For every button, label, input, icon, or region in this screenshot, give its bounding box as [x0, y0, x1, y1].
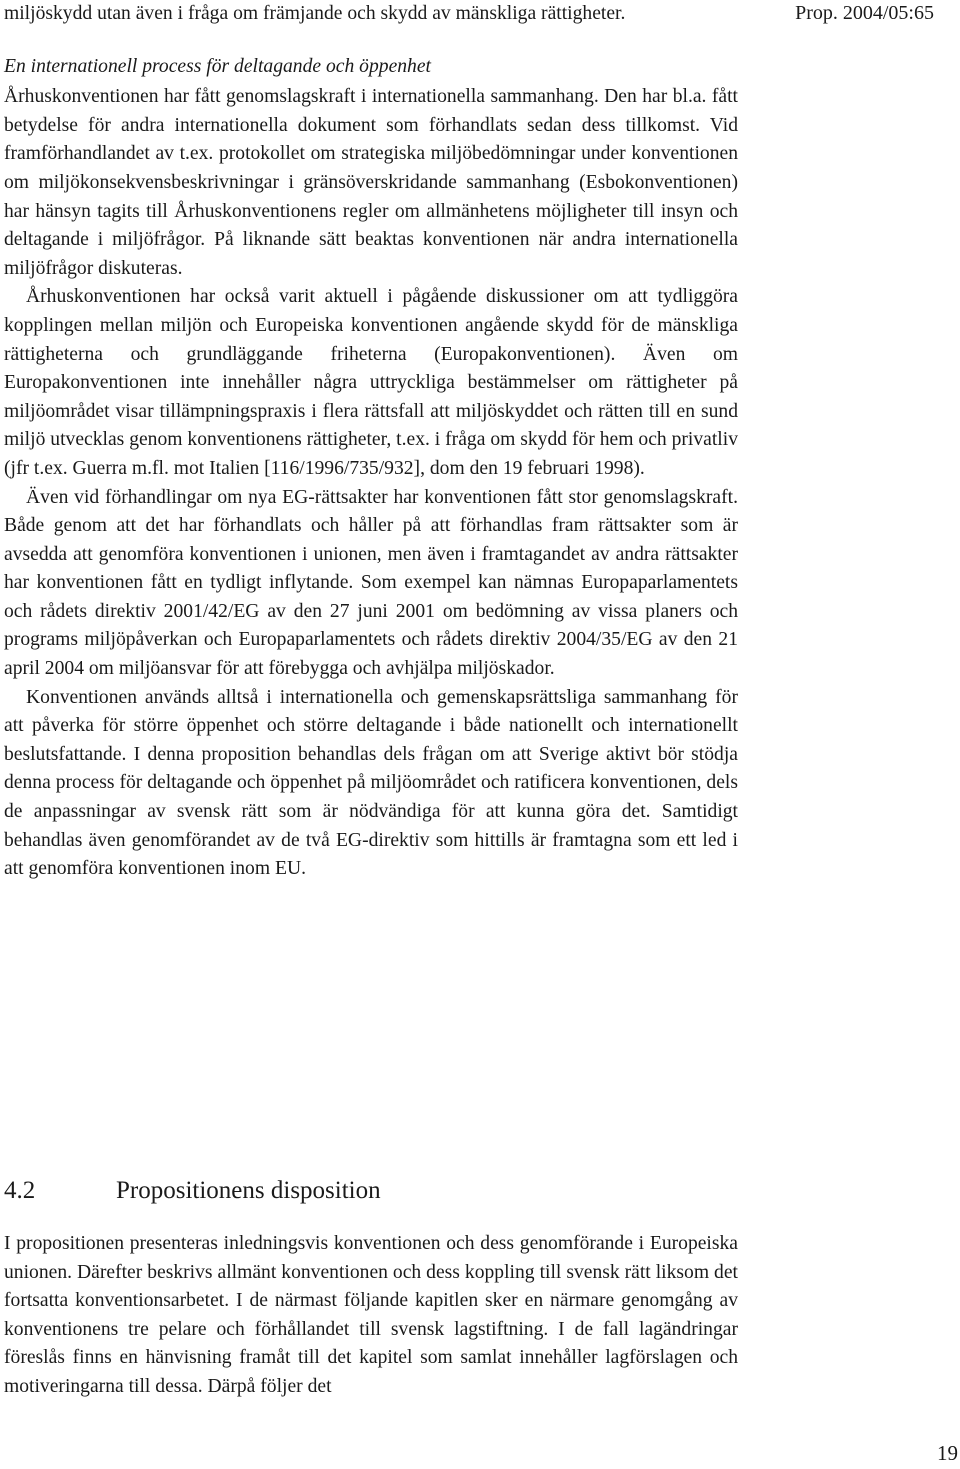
paragraph-4: Konventionen används alltså i internationella och gemenskapsrättsliga sammanhang för att påverka för större öppenhet och större deltagande i både nationellt och internationellt beslutsfattande. I denna proposition behandlas dels frågan om att Sverige aktivt bör stödja denna process för deltagande och öppenhet på miljöområdet och ratificera konventionen, dels de anpassningar av svensk rätt som är nödvändiga för att kunna göra det. Samtidigt behandlas även genomförandet av de två EG-direktiv som hittills är framtagna som ett led i att genomföra konventionen inom EU.	[4, 686, 738, 880]
paragraph-1: Århuskonventionen har fått genomslagskraft i internationella sammanhang. Den har bl.a. fått betydelse för andra internationella dokument som förhandlats sedan dess tillkomst. Vid framförhandlandet av t.ex. protokollet om strategiska miljöbedömningar under konventionen om miljökonsekvensbeskrivningar i gränsöverskridande sammanhang (Esbokonventionen) har hänsyn tagits till Århuskonventionens regler om allmänhetens möjligheter till insyn och deltagande i miljöfrågor. På liknande sätt beaktas konventionen när andra internationella miljöfrågor diskuteras.	[4, 86, 738, 279]
proposition-reference: Prop. 2004/05:65	[795, 2, 934, 24]
section-body-text: I propositionen presenteras inledningsvis konventionen och dess genomförande i Europeiska unionen. Därefter beskrivs allmänt konventionen och dess koppling till svensk rätt liksom det fortsatta konventionsarbetet. I de närmast följande kapitlen sker en närmare genomgång av konventionens tre pelare och förhållandet till svensk lagstiftning. I de fall lagändringar föreslås finns en hänvisning framåt till det kapitel som samlat innehåller lagförslagen och motiveringarna till dessa. Därpå följer det	[4, 1233, 738, 1397]
section-heading	[4, 1174, 738, 1208]
subheading: En internationell process för deltagande och öppenhet	[4, 55, 431, 77]
paragraph-3: Även vid förhandlingar om nya EG-rättsakter har konventionen fått stor genomslagskraft. Både genom att det har förhandlats och håller på att förhandlas fram rättsakter som är avsedda att genomföra konventionen i unionen, men även i framtagandet av andra rättsakter har konventionen fått en tydligt inflytande. Som exempel kan nämnas Europaparlamentets och rådets direktiv 2001/42/EG av den 27 juni 2001 om bedömning av vissa planers och programs miljöpåverkan och Europaparlamentets och rådets direktiv 2004/35/EG av den 21 april 2004 om miljöansvar för att förebygga och avhjälpa miljöskador.	[4, 486, 738, 680]
page-number: 19	[937, 1441, 958, 1465]
intro-continuation-paragraph: miljöskydd utan även i fråga om främjande och skydd av mänskliga rättigheter.	[4, 3, 626, 24]
paragraph-2: Århuskonventionen har också varit aktuell i pågående diskussioner om att tydliggöra kopplingen mellan miljön och Europeiska konventionen angående skydd för de mänskliga rättigheterna och grundläggande friheterna (Europakonventionen). Även om Europakonventionen inte innehåller några uttryckliga bestämmelser om rättigheter på miljöområdet visar tillämpningspraxis i flera rättsfall att miljöskyddet och rätten till en sund miljö utvecklas genom konventionens rättigheter, t.ex. i fråga om skydd för hem och privatliv (jfr t.ex. Guerra m.fl. mot Italien [116/1996/735/932], dom den 19 februari 1998).	[4, 286, 738, 479]
body-text-column	[4, 0, 738, 884]
section-title: Propositionens disposition	[116, 1177, 381, 1204]
section-number: 4.2	[4, 1177, 36, 1204]
